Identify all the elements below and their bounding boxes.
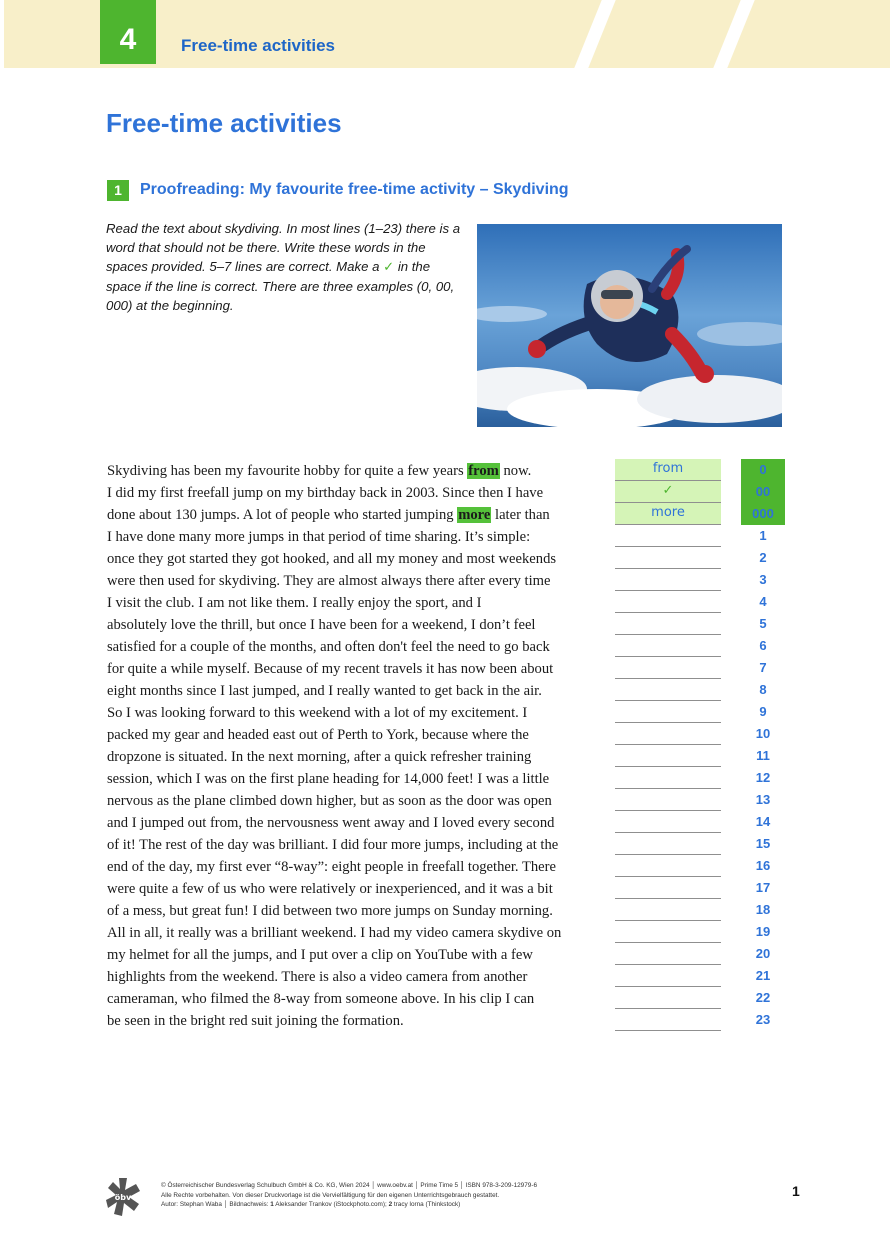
page-title: Free-time activities <box>106 108 342 138</box>
answer-blank[interactable] <box>615 525 721 547</box>
text-line: be seen in the bright red suit joining the formation. <box>107 1013 404 1029</box>
exercise-number: 1 <box>107 180 129 201</box>
header-title: Free-time activities <box>181 36 336 55</box>
instructions <box>106 219 466 315</box>
line-number: 21 <box>755 968 771 983</box>
line-number: 15 <box>755 836 771 851</box>
line-number: 6 <box>759 638 767 653</box>
line-number: 8 <box>759 682 767 697</box>
answer-blank[interactable] <box>615 613 721 635</box>
answer-blank[interactable] <box>615 965 721 987</box>
line-number: 13 <box>755 792 771 807</box>
text-line: cameraman, who filmed the 8-way from someone above. In his clip I can <box>107 991 535 1007</box>
proofreading-text <box>107 460 561 1032</box>
answer-blank[interactable] <box>615 987 721 1009</box>
line-number: 18 <box>755 902 771 917</box>
line-number: 16 <box>755 858 771 873</box>
text-line: once they got started they got hooked, and all my money and most weekends <box>107 551 557 567</box>
text-line: were then used for skydiving. They are almost always there after every time <box>107 573 551 589</box>
text-line: end of the day, my first ever “8-way”: eight people in freefall together. There <box>107 859 556 875</box>
highlighted-word: more <box>458 507 491 523</box>
line-number: 23 <box>755 1012 771 1027</box>
answer-blank[interactable] <box>615 921 721 943</box>
svg-text:öbv: öbv <box>114 1193 132 1202</box>
answer-blank[interactable] <box>615 591 721 613</box>
text-line: I did my first freefall jump on my birthday back in 2003. Since then I have <box>107 485 544 501</box>
answer-blank[interactable] <box>615 789 721 811</box>
text-line: session, which I was on the first plane heading for 14,000 feet! I was a little <box>107 771 550 787</box>
header-edge <box>0 0 4 72</box>
line-number: 19 <box>755 924 771 939</box>
answer-blank[interactable] <box>615 1009 721 1031</box>
answer-example: from <box>615 459 721 481</box>
line-number: 000 <box>741 503 785 525</box>
answer-blank[interactable] <box>615 745 721 767</box>
skydiver-photo <box>477 224 782 427</box>
line-number: 11 <box>756 748 770 763</box>
text-line: done about 130 jumps. A lot of people who started jumping more later than <box>107 507 550 523</box>
header-stripe <box>574 0 615 68</box>
answer-example: more <box>615 503 721 525</box>
line-number: 22 <box>755 990 771 1005</box>
answer-blank[interactable] <box>615 877 721 899</box>
line-number: 0 <box>741 459 785 481</box>
line-number: 1 <box>759 528 767 543</box>
line-number: 12 <box>755 770 771 785</box>
text-line: were quite a few of us who were relatively or inexperienced, and it was a bit <box>107 881 553 897</box>
text-line: highlights from the weekend. There is also a video camera from another <box>107 969 528 985</box>
line-number: 3 <box>759 572 767 587</box>
highlighted-word: from <box>468 463 499 479</box>
answer-blank[interactable] <box>615 899 721 921</box>
answer-blank[interactable] <box>615 679 721 701</box>
answer-blank[interactable] <box>615 723 721 745</box>
answer-blank[interactable] <box>615 855 721 877</box>
instructions-text: Read the text about skydiving. In most lines (1–23) there is a word that should not be there. Write these words in the spaces provided. 5–7 lines are correct. Make a <box>106 221 461 275</box>
text-line: for quite a while myself. Because of my recent travels it has now been about <box>107 661 554 677</box>
answer-blank[interactable] <box>615 657 721 679</box>
line-number: 17 <box>755 880 771 895</box>
text-line: my helmet for all the jumps, and I put over a clip on YouTube with a few <box>107 947 533 963</box>
answer-blank[interactable] <box>615 767 721 789</box>
line-number: 00 <box>741 481 785 503</box>
footer-legal-text <box>161 1181 537 1210</box>
text-line: packed my gear and headed east out of Perth to York, because where the <box>107 727 529 743</box>
instructions-text-end: in the space if the line is correct. There are three examples (0, 00, 000) at the beginning. <box>106 259 455 313</box>
text-line: and I jumped out from, the nervousness went away and I loved every second <box>107 815 555 831</box>
text-line: All in all, it really was a brilliant weekend. I had my video camera skydive on <box>107 925 562 941</box>
text-line: I have done many more jumps in that period of time sharing. It’s simple: <box>107 529 531 545</box>
line-number: 20 <box>755 946 771 961</box>
answer-blank[interactable] <box>615 635 721 657</box>
line-number: 7 <box>759 660 767 675</box>
text-line: of it! The rest of the day was brilliant. I did four more jumps, including at the <box>107 837 559 853</box>
answer-example-check-icon: ✓ <box>615 481 721 503</box>
answer-blank[interactable] <box>615 943 721 965</box>
footer-line: Alle Rechte vorbehalten. Von dieser Druckvorlage ist die Vervielfältigung für den eigenen Unterrichtsgebrauch gestattet. <box>161 1191 500 1199</box>
text-line: eight months since I last jumped, and I really wanted to get back in the air. <box>107 683 542 699</box>
answer-blank[interactable] <box>615 701 721 723</box>
chapter-number: 4 <box>100 0 156 64</box>
answer-blank[interactable] <box>615 569 721 591</box>
line-number: 10 <box>755 726 771 741</box>
text-line: Skydiving has been my favourite hobby for quite a few years from now. <box>107 463 532 479</box>
text-line: I visit the club. I am not like them. I really enjoy the sport, and I <box>107 595 482 611</box>
exercise-title: Proofreading: My favourite free-time activity – Skydiving <box>140 181 569 198</box>
page-number: 1 <box>792 1183 800 1199</box>
line-number: 9 <box>759 704 767 719</box>
footer-line: Autor: Stephan Waba │ Bildnachweis: 1 Aleksander Trankov (iStockphoto.com); 2 tracy lorna (Thinkstock) <box>161 1201 461 1209</box>
text-line: satisfied for a couple of the months, and often don't feel the need to go back <box>107 639 550 655</box>
header-stripe <box>713 0 754 68</box>
line-number: 4 <box>759 594 767 609</box>
answer-blank[interactable] <box>615 811 721 833</box>
answer-column <box>615 459 721 1031</box>
text-line: absolutely love the thrill, but once I have been for a weekend, I don’t feel <box>107 617 536 633</box>
publisher-logo-icon <box>106 1178 140 1216</box>
line-number: 14 <box>755 814 771 829</box>
line-numbers <box>741 459 785 1031</box>
text-line: So I was looking forward to this weekend with a lot of my excitement. I <box>107 705 528 721</box>
footer-line: © Österreichischer Bundesverlag Schulbuch GmbH & Co. KG, Wien 2024 │ www.oebv.at │ Prime Time 5 │ ISBN 978-3-209-12979-6 <box>161 1182 538 1189</box>
answer-blank[interactable] <box>615 833 721 855</box>
answer-blank[interactable] <box>615 547 721 569</box>
line-number: 5 <box>759 616 767 631</box>
text-line: dropzone is situated. In the next morning, after a quick refresher training <box>107 749 532 765</box>
text-line: nervous as the plane climbed down higher, but as soon as the door was open <box>107 793 552 809</box>
check-icon: ✓ <box>383 259 395 275</box>
line-number: 2 <box>759 550 767 565</box>
text-line: of a mess, but great fun! I did between two more jumps on Sunday morning. <box>107 903 553 919</box>
